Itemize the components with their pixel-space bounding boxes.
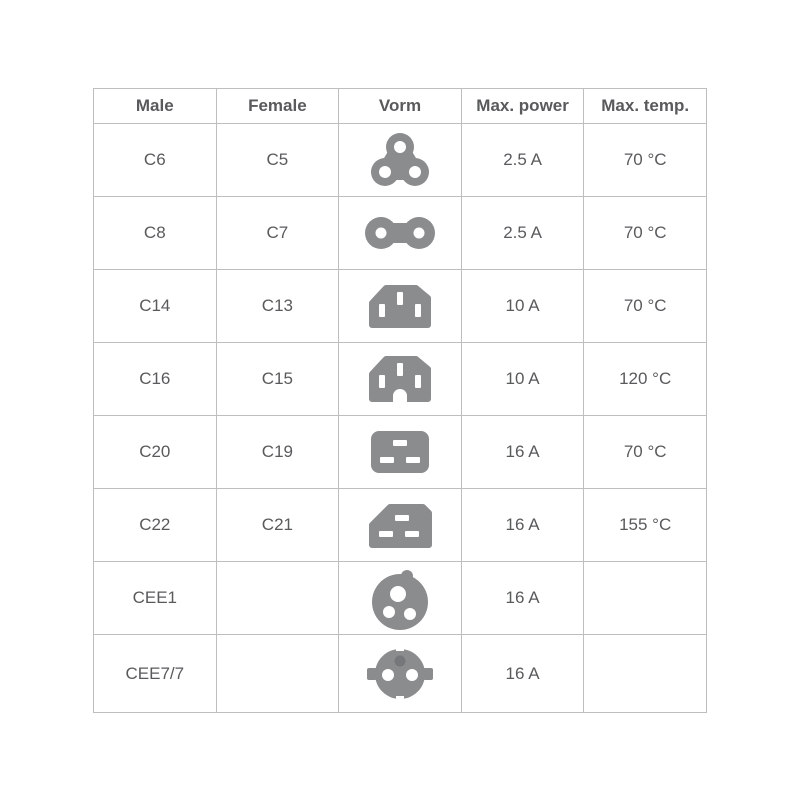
table-body [94,124,707,713]
vorm-cell [339,343,462,416]
female-cell: C7 [216,197,339,270]
column-header-male: Male [94,89,217,124]
male-cell: C8 [94,197,217,270]
max-power-cell: 2.5 A [461,197,584,270]
cee1-round-plug-icon [369,565,431,631]
female-cell [216,635,339,713]
vorm-cell [339,197,462,270]
table-header [94,89,707,124]
max-power-cell: 10 A [461,343,584,416]
max-power-cell: 2.5 A [461,124,584,197]
female-cell [216,562,339,635]
table-row [94,489,707,562]
table-row [94,562,707,635]
male-cell: C6 [94,124,217,197]
column-header-max-temp: Max. temp. [584,89,707,124]
vorm-cell [339,635,462,713]
column-header-female: Female [216,89,339,124]
table-row [94,343,707,416]
male-cell: C14 [94,270,217,343]
c13-plug-icon [367,284,433,329]
table-row [94,416,707,489]
max-power-cell: 10 A [461,270,584,343]
column-header-max-power: Max. power [461,89,584,124]
male-cell: C22 [94,489,217,562]
max-temp-cell: 155 °C [584,489,707,562]
max-temp-cell [584,562,707,635]
vorm-cell [339,562,462,635]
male-cell: CEE1 [94,562,217,635]
max-temp-cell: 70 °C [584,124,707,197]
column-header-vorm: Vorm [339,89,462,124]
max-temp-cell: 70 °C [584,197,707,270]
female-cell: C5 [216,124,339,197]
max-power-cell: 16 A [461,416,584,489]
max-temp-cell: 70 °C [584,270,707,343]
c7-figure-eight-plug-icon [364,216,436,250]
female-cell: C19 [216,416,339,489]
vorm-cell [339,270,462,343]
male-cell: C16 [94,343,217,416]
max-temp-cell [584,635,707,713]
c5-cloverleaf-plug-icon [370,133,430,187]
max-power-cell: 16 A [461,489,584,562]
header-row [94,89,707,124]
male-cell: C20 [94,416,217,489]
vorm-cell [339,124,462,197]
vorm-cell [339,489,462,562]
max-temp-cell: 70 °C [584,416,707,489]
female-cell: C15 [216,343,339,416]
connector-spec-table [93,88,707,713]
vorm-cell [339,416,462,489]
table-row [94,124,707,197]
c21-plug-icon [366,500,434,550]
table-row [94,635,707,713]
cee7-7-schuko-plug-icon [363,645,437,703]
c19-plug-icon [369,429,431,475]
female-cell: C13 [216,270,339,343]
table-row [94,270,707,343]
max-temp-cell: 120 °C [584,343,707,416]
max-power-cell: 16 A [461,562,584,635]
c15-notched-plug-icon [367,355,433,403]
female-cell: C21 [216,489,339,562]
max-power-cell: 16 A [461,635,584,713]
table-row [94,197,707,270]
male-cell: CEE7/7 [94,635,217,713]
